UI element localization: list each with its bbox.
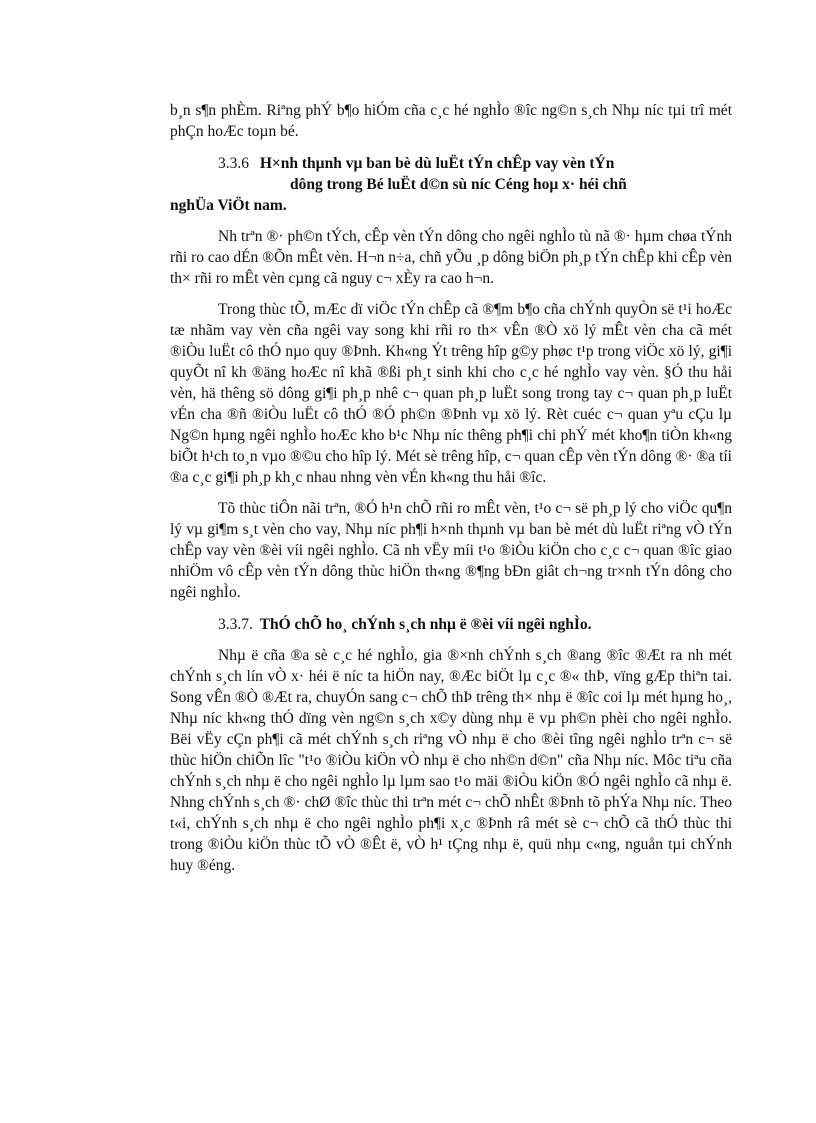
intro-paragraph: b¸n s¶n phÈm. Riªng phÝ b¶o hiÓm cña c¸c hé nghÌo ®îc ng©n s¸ch Nhµ níc tµi trî mét phÇn hoÆc toµn bé. — [170, 102, 732, 140]
section-336-paragraph-3: Tõ thùc tiÔn nãi trªn, ®Ó h¹n chÕ rñi ro mÊt vèn, t¹o c¬ së ph¸p lý cho viÖc qu¶n lý vµ gi¶m s¸t vèn cho vay, Nhµ níc ph¶i h×nh thµnh vµ ban bè mét dù luËt riªng vÒ tÝn chÊp vay vèn ®èi víi ngêi nghÌo. Cã nh vËy míi t¹o ®iÒu kiÖn cho c¸c c¬ quan ®îc giao nhiÖm vô cÊp vèn tÝn dông thùc hiÖn th«ng ®¶ng bÐn giât ch¬ng tr×nh tÝn dông cho ngêi nghÌo. — [170, 500, 732, 601]
section-336-paragraph-1: Nh trªn ®· ph©n tÝch, cÊp vèn tÝn dông cho ngêi nghÌo tù nã ®· hµm chøa tÝnh rñi ro cao dÉn ®Õn mÊt vèn. H¬n n÷a, chñ yÕu ¸p dông biÖn ph¸p tÝn chÊp khi cÊp vèn th× rñi ro mÊt vèn cµng cã nguy c¬ xÈy ra cao h¬n. — [170, 228, 732, 287]
section-336-title-line1: H×nh thµnh vµ ban bè dù luËt tÝn chÊp vay vèn tÝn — [259, 155, 615, 172]
section-337-title: ThÓ chÕ ho¸ chÝnh s¸ch nhµ ë ®èi víi ngêi nghÌo. — [259, 616, 592, 633]
section-337-number: 3.3.7. — [218, 616, 253, 633]
section-336-number: 3.3.6 — [218, 155, 249, 172]
section-336-title-line3: nghÜa ViÖt nam. — [170, 197, 287, 214]
section-337-paragraph-1: Nhµ ë cña ®a sè c¸c hé nghÌo, gia ®×nh chÝnh s¸ch ®ang ®îc ®Æt ra nh mét chÝnh s¸ch lín vÒ x· héi ë níc ta hiÖn nay, ®Æc biÖt lµ c¸c ®« thÞ, vïng gÆp thiªn tai. Song vÊn ®Ò ®Æt ra, chuyÓn sang c¬ chÕ thÞ trêng th× nhµ ë ®îc coi lµ mét hµng ho¸, Nhµ níc kh«ng thÓ dïng vèn ng©n s¸ch x©y dùng nhµ ë vµ ph©n phèi cho ngêi nghÌo. Bëi vËy cÇn ph¶i cã mét chÝnh s¸ch riªng vÒ nhµ ë cho ®èi tîng ngêi nghÌo trªn c¬ së thùc hiÖn chiÕn lîc "t¹o ®iÒu kiÖn vÒ nhµ ë cho nh©n d©n" cña Nhµ níc. Môc tiªu cña chÝnh s¸ch nhµ ë cho ngêi nghÌo lµ lµm sao t¹o mäi ®iÒu kiÖn ®Ó ngêi nghÌo cã nhµ ë. Nhng chÝnh s¸ch ®· chØ ®îc thùc thi trªn mét c¬ chÕ nhÊt ®Þnh tõ phÝa Nhµ níc. Theo t«i, chÝnh s¸ch nhµ ë cho ngêi nghÌo ph¶i x¸c ®Þnh râ mét sè c¬ chÕ cã thÓ thùc thi trong ®iÒu kiÖn thùc tÕ vÒ ®Êt ë, vÒ h¹ tÇng nhµ ë, quü nhµ c«ng, nguån tµi chÝnh huy ®éng. — [170, 647, 732, 874]
section-336-paragraph-2: Trong thùc tÕ, mÆc dï viÖc tÝn chÊp cã ®¶m b¶o cña chÝnh quyÒn së t¹i hoÆc tæ nhãm vay vèn cña ngêi vay song khi rñi ro th× vÊn ®Ò xö lý mÊt vèn cha cã mét ®iÒu luËt cô thÓ nµo quy ®Þnh. Kh«ng Ýt trêng hîp g©y phøc t¹p trong viÖc xö lý, gi¶i quyÕt nî kh ®äng hoÆc nî khã ®ßi ph¸t sinh khi cho c¸c hé nghÌo vay vèn. §Ó thu håi vèn, hä thêng sö dông gi¶i ph¸p nhê c¬ quan ph¸p luËt song trong tay c¬ quan ph¸p luËt vÉn cha ®ñ ®iÒu luËt cô thÓ ®Ó ph©n ®Þnh vµ xö lý. Rèt cuéc c¬ quan yªu cÇu lµ Ng©n hµng ngêi nghÌo hoÆc kho b¹c Nhµ níc thêng ph¶i chi phÝ mét kho¶n tiÒn kh«ng biÕt h¹ch to¸n vµo ®©u cho hîp lý. Mét sè trêng hîp, c¬ quan cÊp vèn tÝn dông ®· ®a tíi ®a c¸c gi¶i ph¸p kh¸c nhau nhng vèn vÉn kh«ng thu håi ®îc. — [170, 301, 732, 486]
section-337-heading — [170, 614, 732, 635]
section-336-heading — [170, 153, 732, 174]
section-336-title-line2: dông trong Bé luËt d©n sù níc Céng hoµ x· héi chñ — [290, 176, 627, 193]
document-page — [170, 100, 732, 876]
